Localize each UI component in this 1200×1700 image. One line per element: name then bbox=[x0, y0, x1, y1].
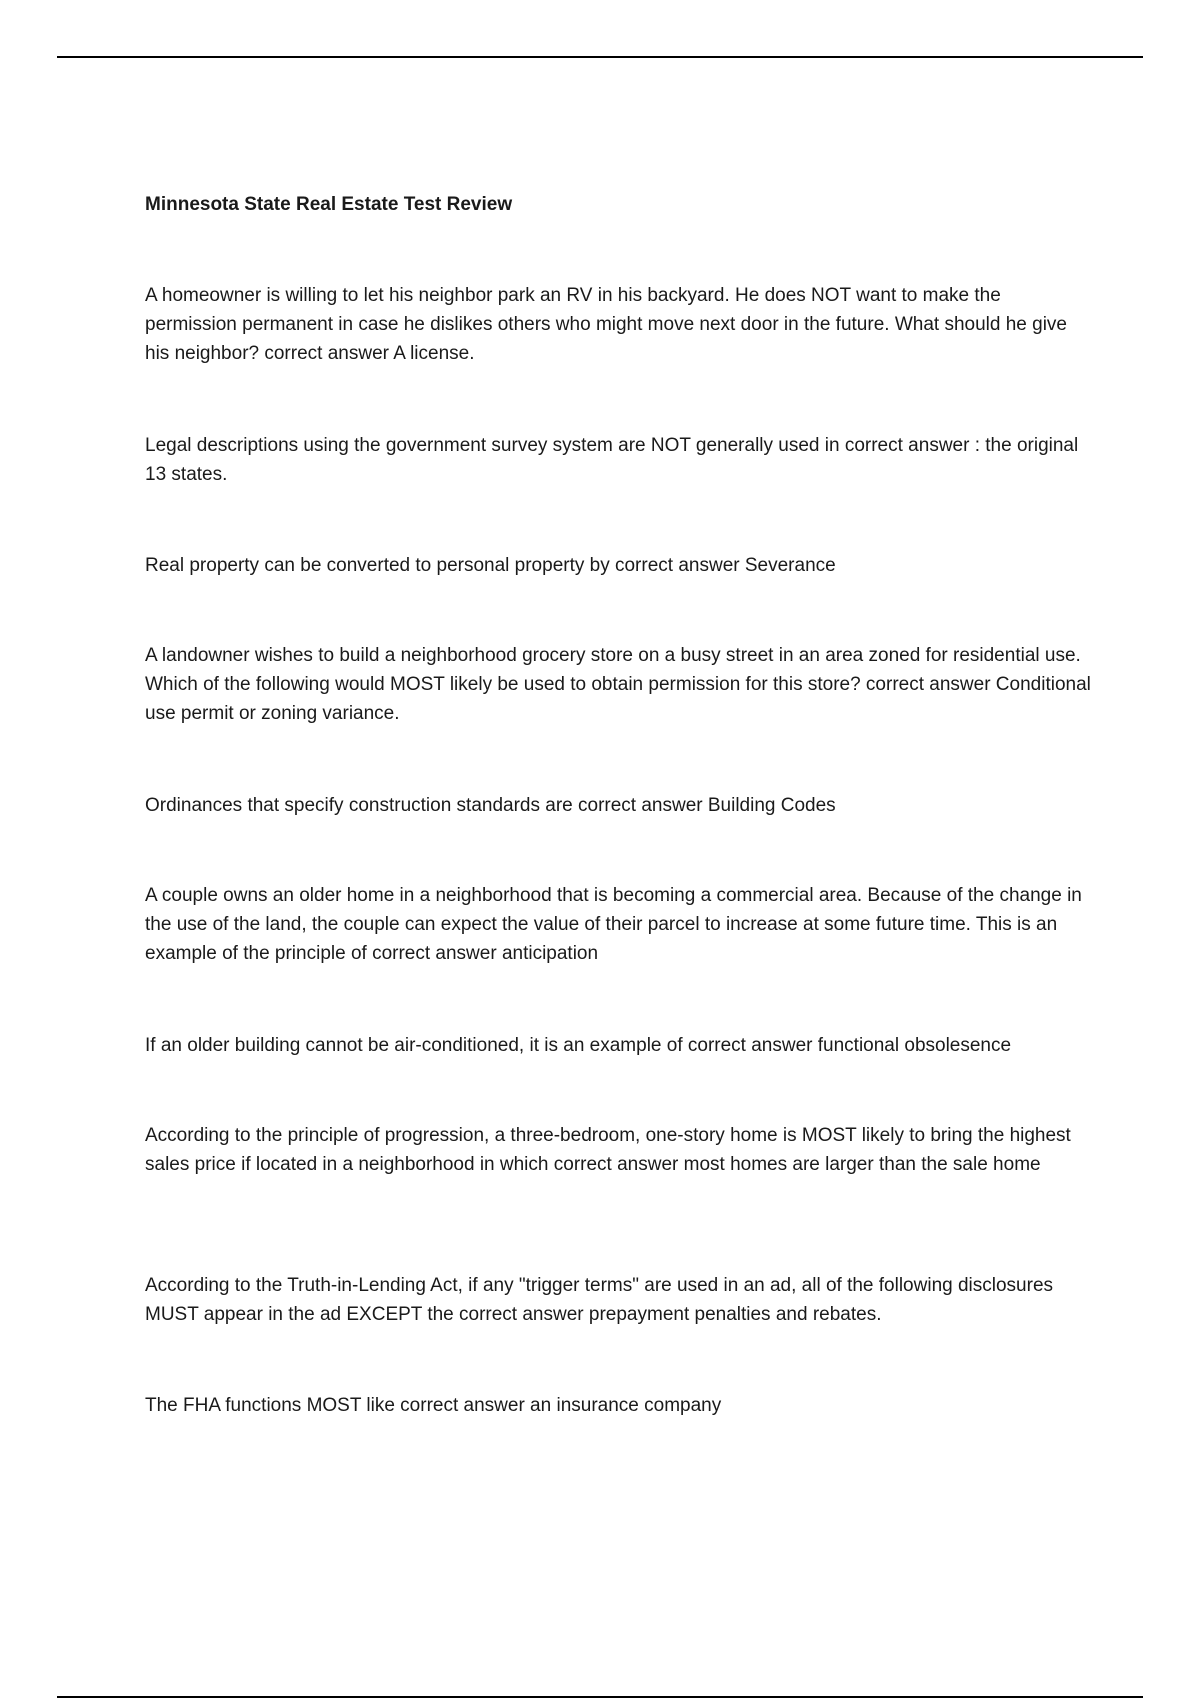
qa-item: A homeowner is willing to let his neighbor park an RV in his backyard. He does NOT want to make the permission permanent in case he dislikes others who might move next door in the future. What should he give his neighbor? correct answer A license. bbox=[145, 285, 1067, 364]
qa-item: A couple owns an older home in a neighborhood that is becoming a commercial area. Because of the change in the use of the land, the couple can expect the value of their parcel to increase at some future time. This is an example of the principle of correct answer anticipation bbox=[145, 885, 1082, 964]
top-rule bbox=[57, 56, 1143, 58]
qa-item: Ordinances that specify construction standards are correct answer Building Codes bbox=[145, 795, 836, 816]
qa-item: Real property can be converted to personal property by correct answer Severance bbox=[145, 555, 836, 576]
qa-item: Legal descriptions using the government survey system are NOT generally used in correct answer : the original 13 states. bbox=[145, 435, 1079, 485]
qa-item: According to the principle of progression, a three-bedroom, one-story home is MOST likely to bring the highest sales price if located in a neighborhood in which correct answer most homes are larger than the sale home bbox=[145, 1125, 1071, 1175]
qa-item: A landowner wishes to build a neighborhood grocery store on a busy street in an area zoned for residential use. Which of the following would MOST likely be used to obtain permission for this store? correct answer Conditional use permit or zoning variance. bbox=[145, 645, 1091, 724]
qa-item: If an older building cannot be air-conditioned, it is an example of correct answer functional obsolesence bbox=[145, 1035, 1012, 1056]
document-title: Minnesota State Real Estate Test Review bbox=[145, 194, 513, 215]
bottom-rule bbox=[57, 1696, 1143, 1698]
qa-item: The FHA functions MOST like correct answer an insurance company bbox=[145, 1395, 722, 1416]
qa-item: According to the Truth-in-Lending Act, if any "trigger terms" are used in an ad, all of the following disclosures MUST appear in the ad EXCEPT the correct answer prepayment penalties and rebates. bbox=[145, 1275, 1054, 1325]
